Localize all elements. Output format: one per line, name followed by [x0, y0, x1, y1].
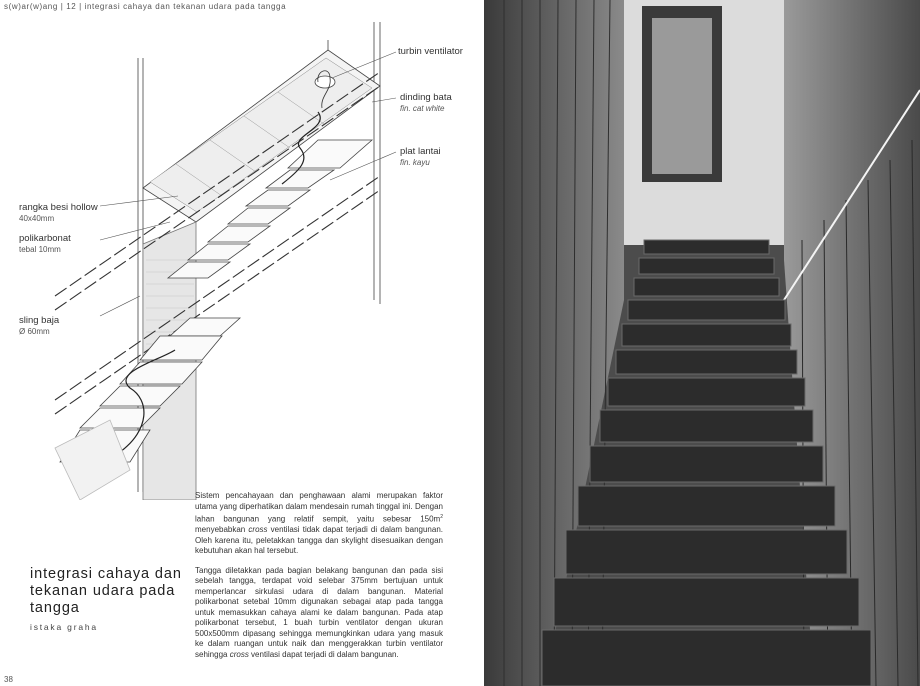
article-title: integrasi cahaya dan tekanan udara pada tangga [30, 566, 182, 616]
label-polikarbonat: polikarbonat tebal 10mm [19, 233, 71, 254]
paragraph-2: Tangga diletakkan pada bagian belakang bangunan dan pada sisi sebelah tangga, terdapat void selebar 375mm bertujuan untuk memperlancar sirkulasi udara di dalam bangunan. Material polikarbonat setebal 10mm digunakan sebagai atap pada tangga untuk memasukkan cahaya alami ke dalam bangunan. Pada atap polikarbonat tersebut, 1 buah turbin ventilator dengan ukuran 500x500mm dipasang sehingga memungkinkan udara yang masuk ke dalam ruangan untuk naik dan menggerakkan turbin ventilator sehingga cross ventilasi dapat terjadi di dalam bangunan. [195, 565, 443, 659]
page-number: 38 [4, 675, 13, 684]
author-name: istaka graha [30, 622, 98, 632]
label-plat-lantai: plat lantai fin. kayu [400, 146, 441, 167]
label-rangka-besi: rangka besi hollow 40x40mm [19, 202, 98, 223]
label-dinding-bata: dinding bata fin. cat white [400, 92, 452, 113]
label-turbin-ventilator: turbin ventilator [398, 46, 463, 57]
isometric-stair-drawing [0, 0, 484, 500]
stair-photo [484, 0, 920, 686]
body-text [195, 491, 443, 669]
paragraph-1: Sistem pencahayaan dan penghawaan alami merupakan faktor utama yang diperhatikan dalam mendesain rumah tinggal ini. Dengan lahan bangunan yang relatif sempit, yaitu sebesar $150m^2$ menyebabkan cross ventilasi tidak dapat terjadi di dalam bangunan. Oleh karena itu, peletakkan tangga dan skylight disesuaikan dengan kebutuhan akan hal tersebut. [195, 491, 443, 556]
stair-photo-image [484, 0, 920, 686]
running-header: s(w)ar(w)ang | 12 | integrasi cahaya dan tekanan udara pada tangga [4, 2, 287, 11]
label-sling-baja: sling baja Ø 60mm [19, 315, 60, 336]
